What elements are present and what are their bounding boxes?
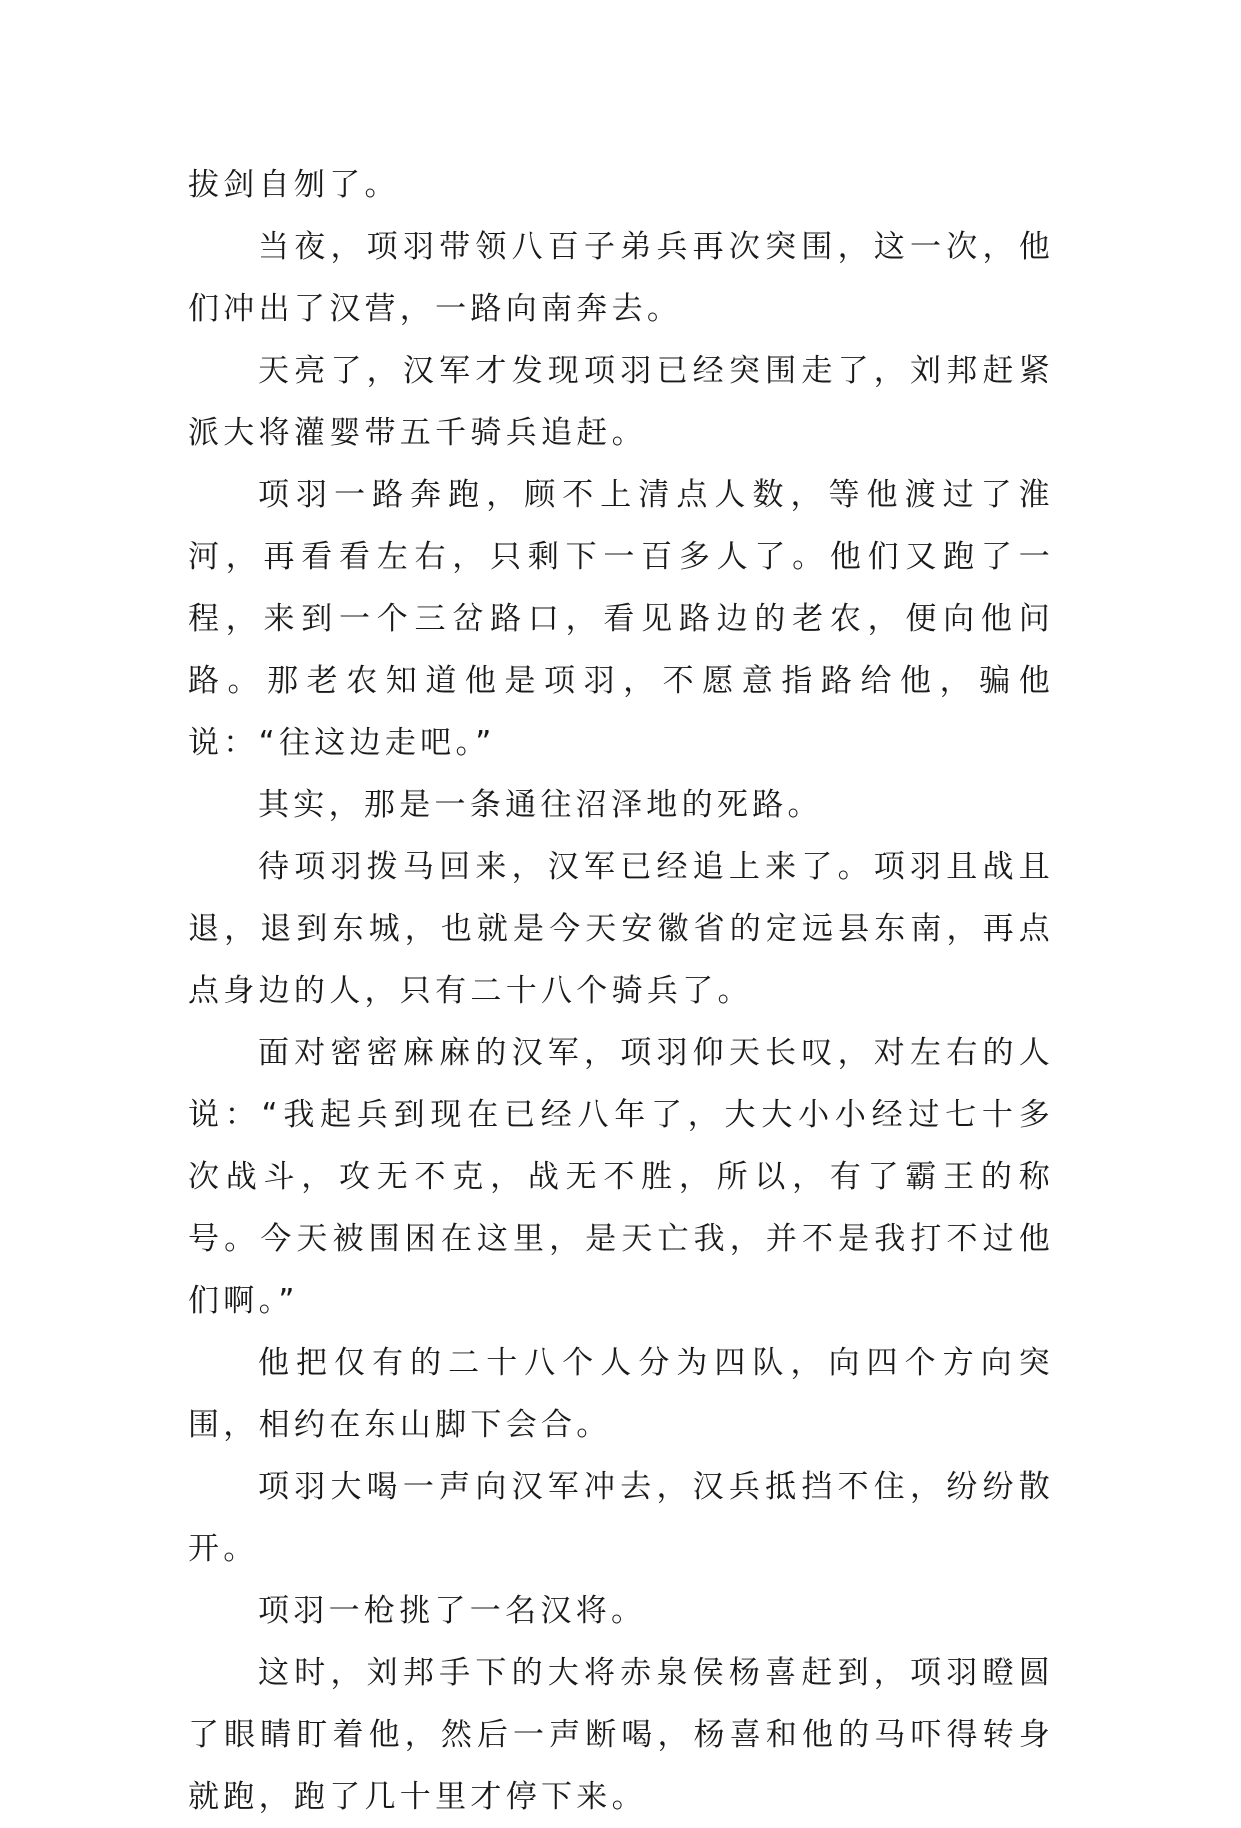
paragraph-8: 他把仅有的二十八个人分为四队，向四个方向突围，相约在东山脚下会合。 [188,1345,1054,1443]
paragraph-7: 面对密密麻麻的汉军，项羽仰天长叹，对左右的人说：“我起兵到现在已经八年了，大大小小经过七十多次战斗，攻无不克，战无不胜，所以，有了霸王的称号。今天被围困在这里，是天亡我，并不是我打不过他们啊。” [188,1035,1054,1319]
paragraph-3: 天亮了，汉军才发现项羽已经突围走了，刘邦赶紧派大将灌婴带五千骑兵追赶。 [188,353,1054,451]
paragraph-4: 项羽一路奔跑，顾不上清点人数，等他渡过了淮河，再看看左右，只剩下一百多人了。他们又跑了一程，来到一个三岔路口，看见路边的老农，便向他问路。那老农知道他是项羽，不愿意指路给他，骗他说：“往这边走吧。” [188,477,1054,761]
text-body [188,154,1054,1828]
paragraph-9: 项羽大喝一声向汉军冲去，汉兵抵挡不住，纷纷散开。 [188,1469,1054,1567]
paragraph-1: 拔剑自刎了。 [188,167,400,203]
paragraph-6: 待项羽拨马回来，汉军已经追上来了。项羽且战且退，退到东城，也就是今天安徽省的定远县东南，再点点身边的人，只有二十八个骑兵了。 [188,849,1054,1009]
paragraph-10: 项羽一枪挑了一名汉将。 [258,1593,647,1629]
paragraph-2: 当夜，项羽带领八百子弟兵再次突围，这一次，他们冲出了汉营，一路向南奔去。 [188,229,1054,327]
paragraph-5: 其实，那是一条通往沼泽地的死路。 [258,787,823,823]
paragraph-11: 这时，刘邦手下的大将赤泉侯杨喜赶到，项羽瞪圆了眼睛盯着他，然后一声断喝，杨喜和他的马吓得转身就跑，跑了几十里才停下来。 [188,1655,1054,1815]
